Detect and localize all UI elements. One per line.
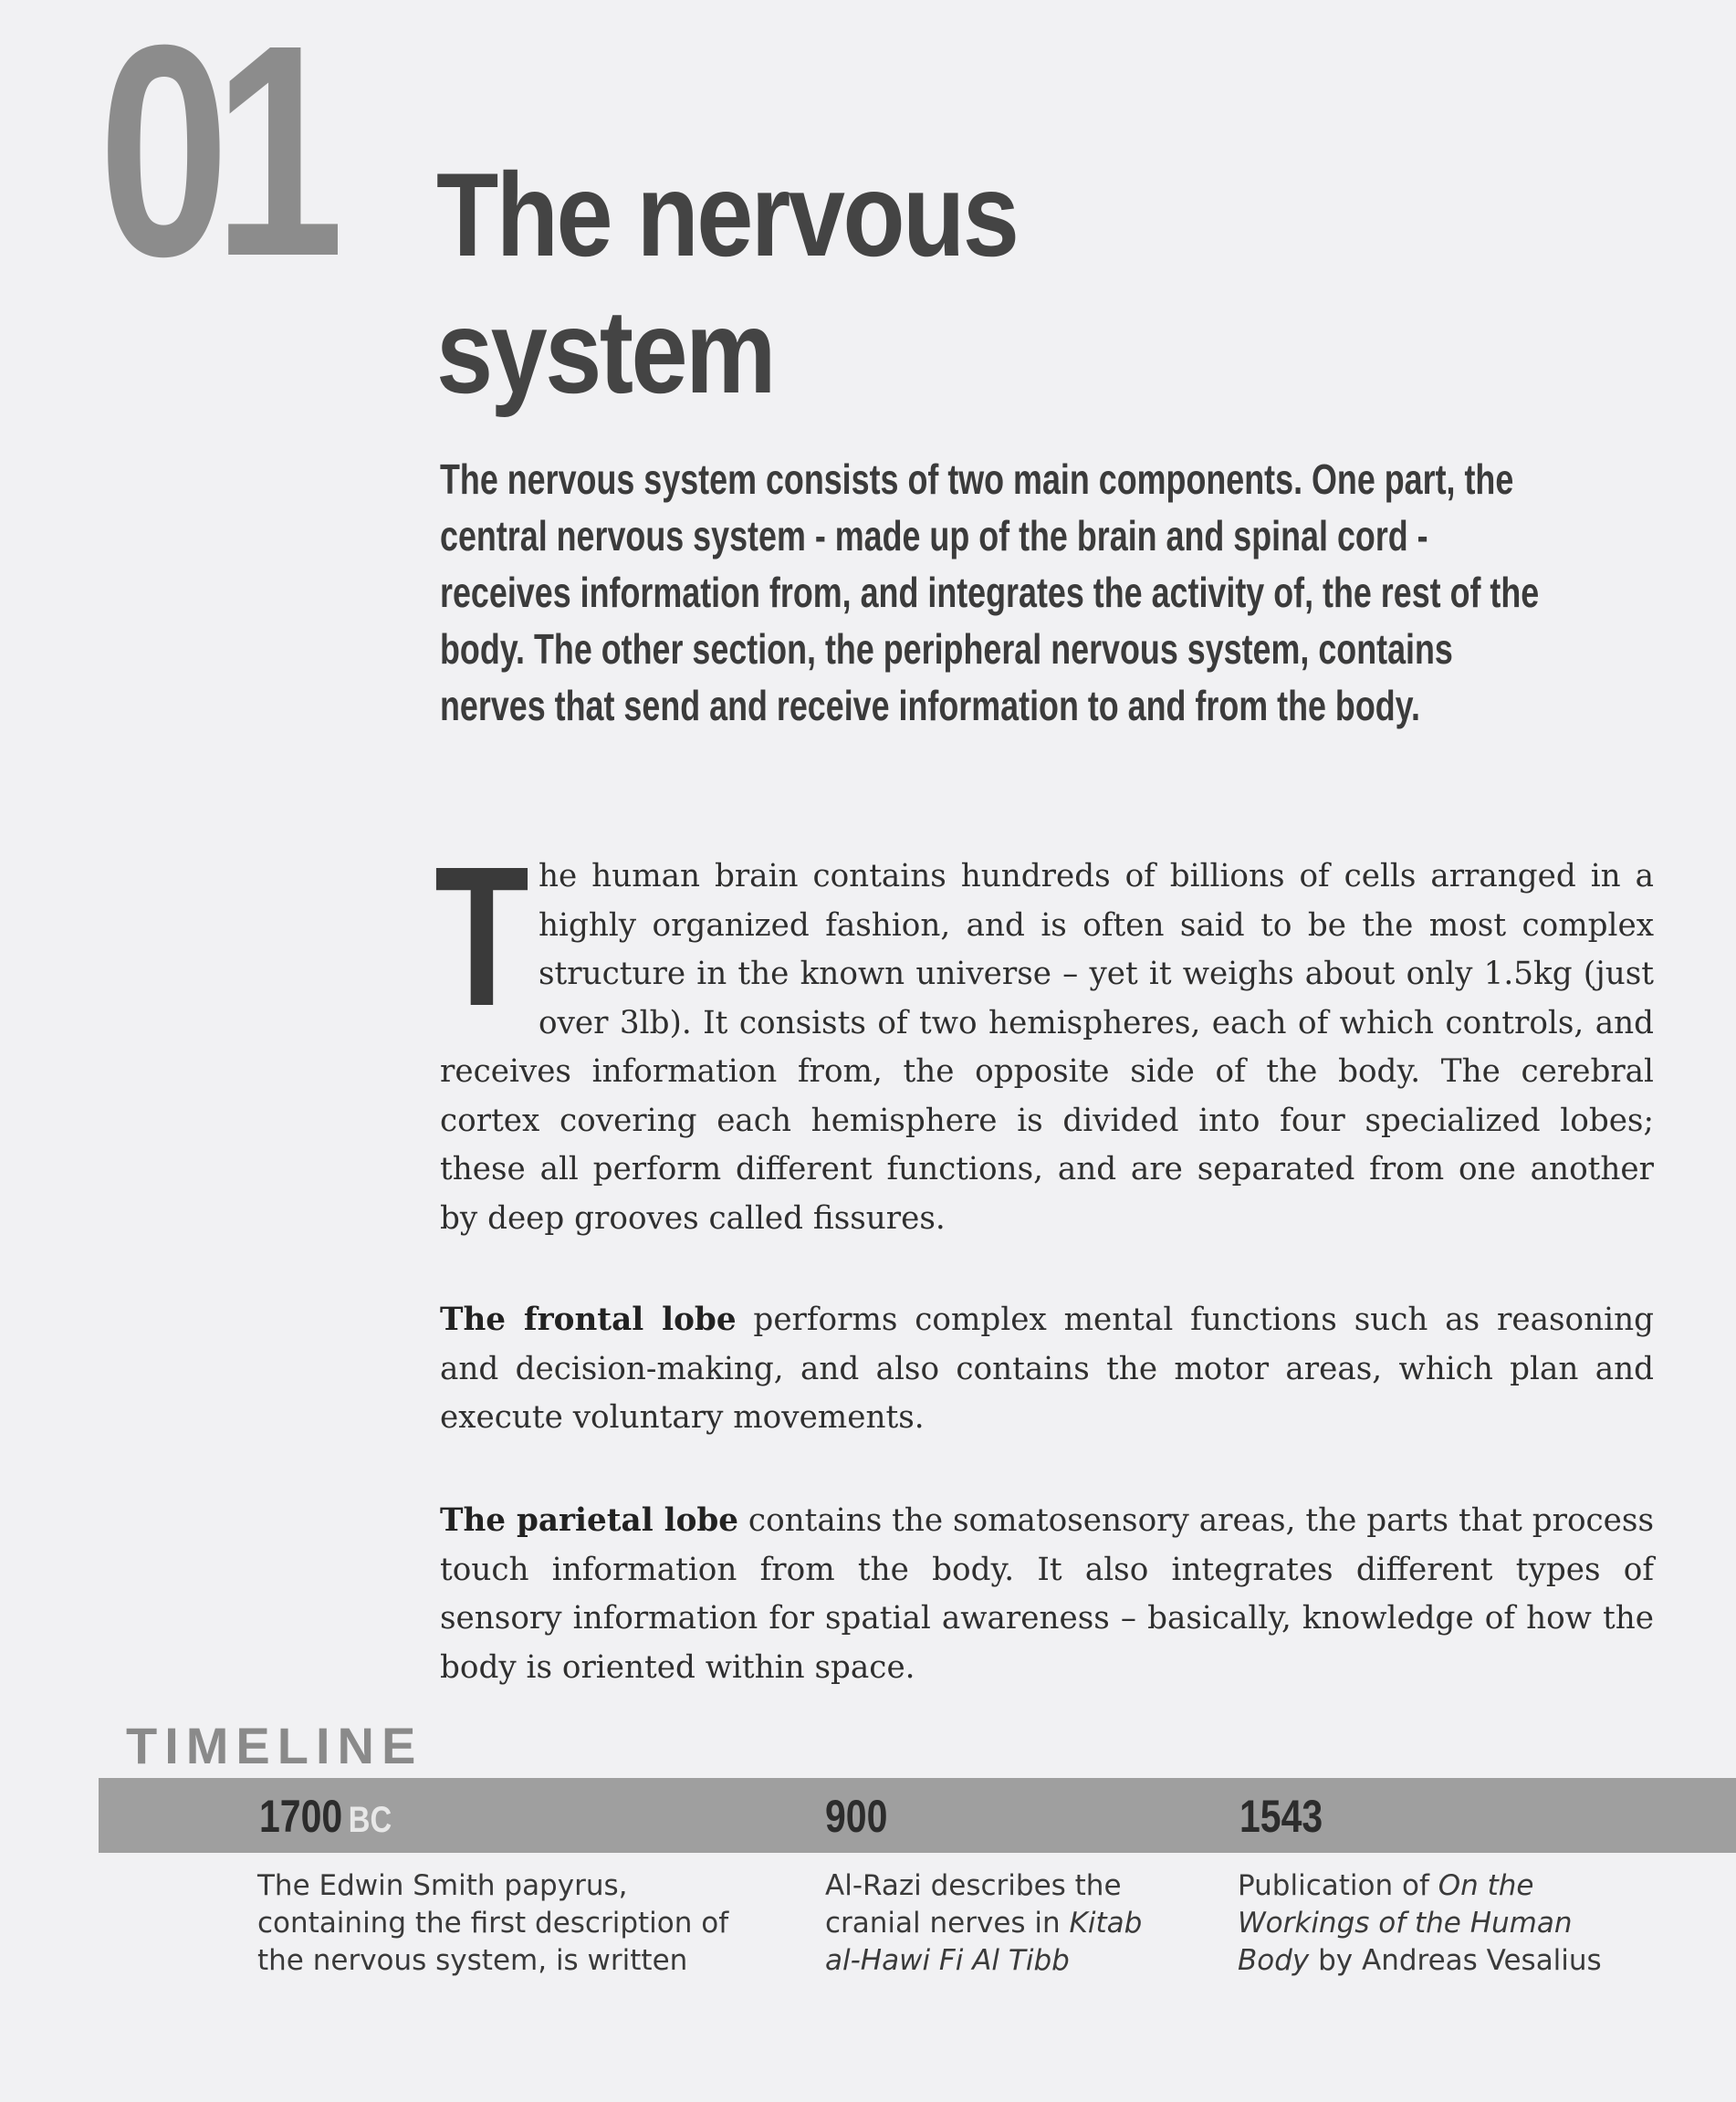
chapter-number: 01 [99, 0, 329, 319]
timeline-heading: TIMELINE [126, 1717, 424, 1774]
body-paragraph-3 [440, 1497, 1654, 1692]
page-title: The nervous system [436, 148, 1018, 418]
event-text-tail: by Andreas Vesalius [1309, 1944, 1602, 1977]
lead-paragraph: The nervous system consists of two main components. One part, the central nervous system - made up of the brain and spinal cord - receives information from, and integrates the activity of, the rest of the body. The other section, the peripheral nervous system, contains nerves that send and receive information to and from the body. [440, 455, 1540, 729]
year-value: 1700 [259, 1791, 343, 1842]
timeline-event-2 [825, 1867, 1181, 1980]
body-paragraph-2 [440, 1296, 1654, 1443]
paragraph-text: contains the somatosensory areas, the parts that process touch information from the body. It also integrates different types of sensory information for spatial awareness – basically, knowledge of how the body is oriented within space. [440, 1502, 1654, 1686]
event-text: Al-Razi describes the cranial nerves in [825, 1869, 1122, 1940]
timeline-year-2: 900 [825, 1791, 888, 1842]
term-frontal-lobe: The frontal lobe [440, 1302, 737, 1338]
event-text: Publication of [1238, 1869, 1438, 1902]
event-book-title: Kitab al-Hawi Fi Al Tibb [825, 1907, 1143, 1977]
paragraph-text: he human brain contains hundreds of billions of cells arranged in a highly organized fashion, and is often said to be the most complex structure in the known universe – yet it weighs about only 1.5kg (just over 3lb). It consists of two hemispheres, each of which controls, and receives information from, the opposite side of the body. The cerebral cortex covering each hemisphere is divided into four specialized lobes; these all perform different functions, and are separated from one another by deep grooves called fissures. [440, 858, 1654, 1237]
body-paragraph-1 [434, 826, 1654, 1243]
event-book-title: On the Workings of the Human Body [1238, 1869, 1573, 1977]
timeline-event-1: The Edwin Smith papyrus, containing the first description of the nervous system, is written [257, 1869, 729, 1977]
term-parietal-lobe: The parietal lobe [440, 1502, 739, 1539]
timeline-year-1 [259, 1791, 392, 1846]
year-era: BC [348, 1800, 392, 1840]
timeline-event-3 [1238, 1867, 1621, 1980]
timeline-year-3: 1543 [1239, 1791, 1323, 1842]
paragraph-text: performs complex mental functions such as reasoning and decision-making, and also contains the motor areas, which plan and execute voluntary movements. [440, 1302, 1654, 1436]
drop-cap: T [434, 826, 529, 1048]
